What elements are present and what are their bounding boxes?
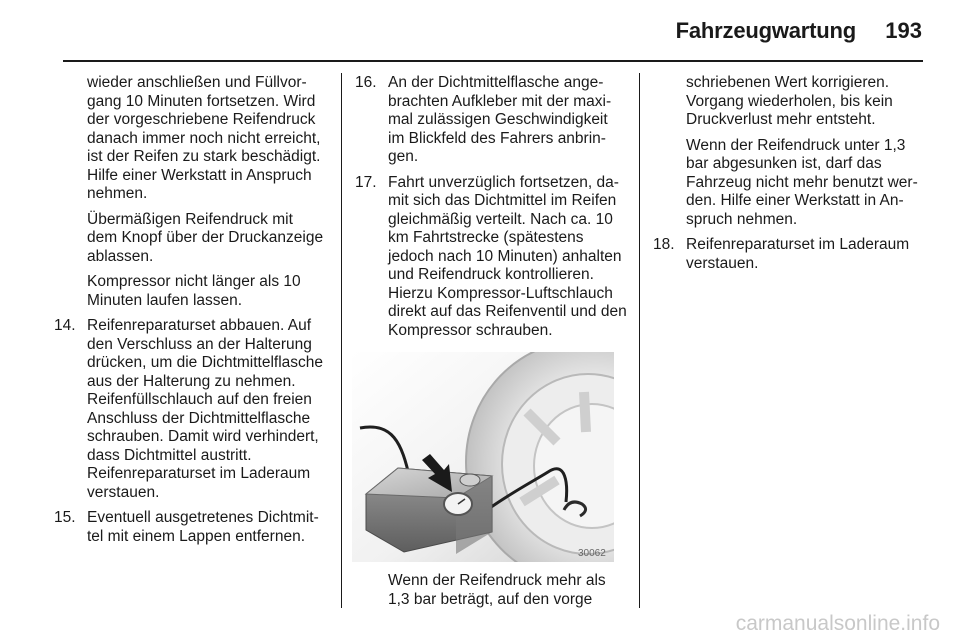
list-number: 18. — [653, 236, 675, 253]
list-item — [355, 74, 627, 167]
list-item — [54, 317, 326, 502]
column-1 — [54, 74, 326, 553]
page-header-title: Fahrzeugwartung — [675, 18, 856, 43]
list-text: Reifenreparaturset abbauen. Auf den Verschluss an der Halterung drücken, um die Dichtmittelflasche aus der Halterung zu nehmen. Reifenfüllschlauch auf den freien Anschluss der Dichtmittelflasche schrauben. Damit wird verhindert, dass Dichtmittel austritt. Reifenreparaturset im Laderaum verstauen. — [87, 317, 324, 501]
list-item — [355, 174, 627, 341]
list-text: Eventuell ausgetretenes Dichtmittel mit einem Lappen entfernen. — [87, 509, 319, 545]
paragraph: Wenn der Reifendruck mehr als 1,3 bar beträgt, auf den vorge — [388, 572, 606, 608]
compressor-illustration — [352, 352, 614, 562]
list-number: 17. — [355, 173, 377, 191]
column-divider — [639, 73, 640, 608]
figure-code: 30062 — [578, 548, 606, 559]
paragraph: wieder anschließen und Füllvorgang 10 Minuten fortsetzen. Wird der vorgeschriebene Reifendruck danach immer noch nicht erreicht, ist der Reifen zu stark beschädigt. Hilfe einer Werkstatt in Anspruch nehmen. — [87, 74, 321, 202]
page-number: 193 — [885, 18, 922, 43]
list-number: 14. — [54, 317, 76, 334]
list-item — [54, 509, 326, 546]
list-text: Reifenreparaturset im Laderaum verstauen. — [686, 236, 910, 272]
column-2 — [355, 74, 627, 616]
column-divider — [341, 73, 342, 608]
list-number: 16. — [355, 74, 377, 91]
paragraph: schriebenen Wert korrigieren. Vorgang wiederholen, bis kein Druckverlust mehr entsteht. — [686, 74, 893, 128]
list-item — [653, 236, 925, 273]
paragraph: Wenn der Reifendruck unter 1,3 bar abgesunken ist, darf das Fahrzeug nicht mehr benutzt werden. Hilfe einer Werkstatt in Anspruch nehmen. — [686, 136, 918, 228]
column-3 — [653, 74, 925, 280]
compressor-tire-figure — [352, 352, 614, 562]
paragraph: Kompressor nicht länger als 10 Minuten laufen lassen. — [87, 273, 301, 309]
header-rule — [63, 60, 923, 62]
list-text: An der Dichtmittelflasche angebrachten Aufkleber mit der maximal zulässigen Geschwindigkeit im Blickfeld des Fahrers anbringen. — [388, 74, 612, 165]
list-number: 15. — [54, 509, 76, 526]
paragraph: Übermäßigen Reifendruck mit dem Knopf über der Druckanzeige ablassen. — [87, 210, 324, 265]
list-text: Fahrt unverzüglich fortsetzen, damit sich das Dichtmittel im Reifen gleichmäßig verteilt. Nach ca. 10 km Fahrtstrecke (spätestens jedoch nach 10 Minuten) anhalten und Reifendruck kontrollieren. Hierzu Kompressor-Luftschlauch direkt auf das Reifenventil und den Kompressor schrauben. — [388, 173, 627, 339]
watermark: carmanualsonline.info — [735, 612, 940, 635]
